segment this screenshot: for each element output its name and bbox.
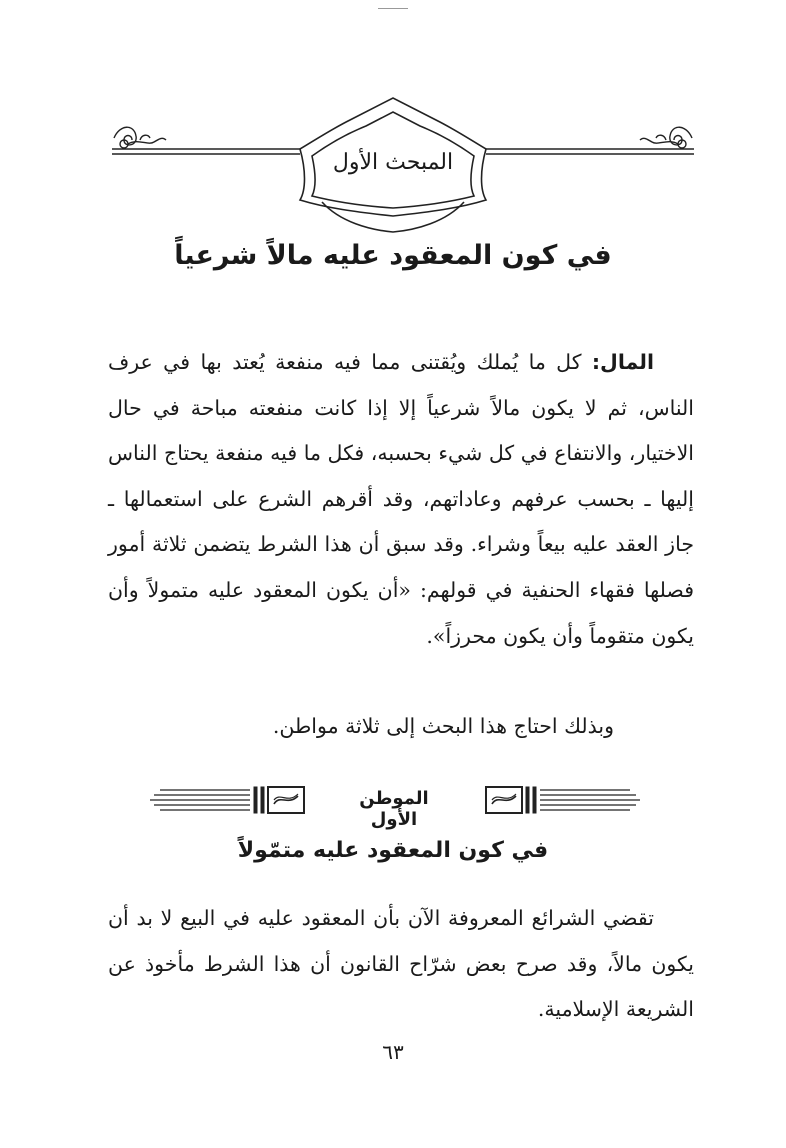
section-paragraph	[108, 896, 694, 1033]
right-flourish-icon	[640, 127, 692, 148]
page-number: ٦٣	[382, 1040, 404, 1064]
section-label: الموطن الأول	[359, 788, 429, 830]
intro-text: كل ما يُملك ويُقتنى مما فيه منفعة يُعتد بها في عرف الناس، ثم لا يكون مالاً شرعياً إلا إذا كانت منفعته مباحة في حال الاختيار، والانتفاع في كل شيء بحسبه، فكل ما فيه منفعة يحتاج الناس إليها ـ بحسب عرفهم وعاداتهم، وقد أقرهم الشرع على استعمالها ـ جاز العقد عليه بيعاً وشراء. وقد سبق أن هذا الشرط يتضمن ثلاثة أمور فصلها فقهاء الحنفية في قولهم: «أن يكون المعقود عليه متمولاً وأن يكون متقوماً وأن يكون محرزاً».	[108, 350, 694, 648]
term-lead: المال:	[591, 350, 654, 374]
left-flourish-icon	[114, 127, 166, 148]
intro-paragraph	[108, 340, 694, 659]
followup-text: وبذلك احتاج هذا البحث إلى ثلاثة مواطن.	[272, 714, 614, 738]
section-text: تقضي الشرائع المعروفة الآن بأن المعقود عليه في البيع لا بد أن يكون مالاً، وقد صرح بعض شرّاح القانون أن هذا الشرط مأخوذ عن الشريعة الإسلامية.	[108, 906, 694, 1022]
section-title: في كون المعقود عليه متمّولاً	[237, 838, 549, 863]
chapter-title: في كون المعقود عليه مالاً شرعياً	[174, 240, 612, 271]
top-rule	[378, 8, 408, 9]
chapter-label: المبحث الأول	[332, 150, 454, 175]
followup-paragraph	[108, 704, 654, 750]
